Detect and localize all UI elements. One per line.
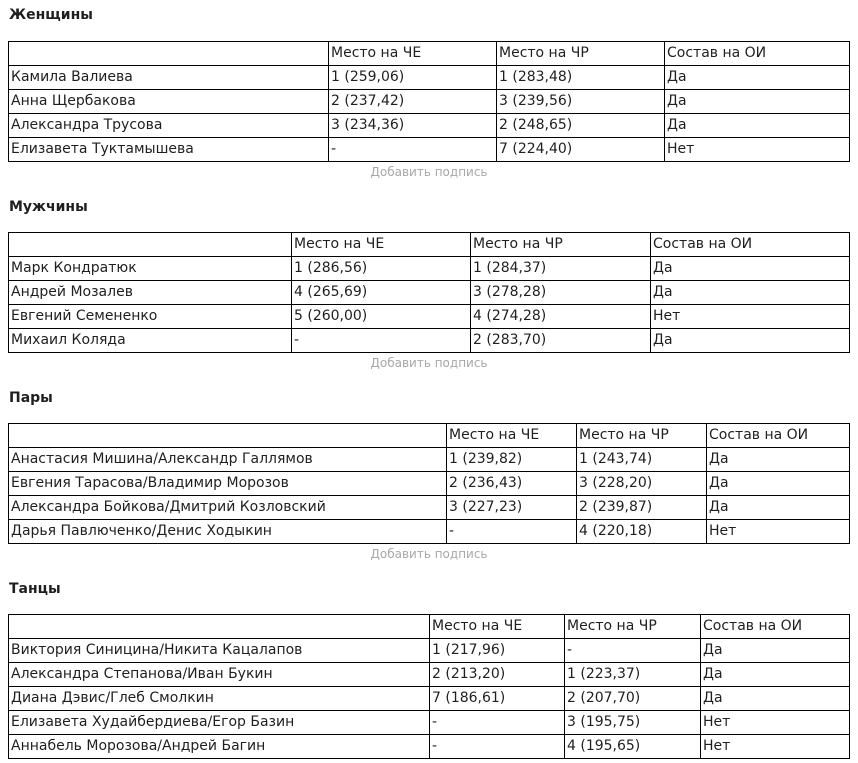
header-ce-cell[interactable]: Место на ЧЕ	[447, 424, 577, 448]
table-row	[9, 687, 850, 711]
header-oi-cell[interactable]: Состав на ОИ	[701, 615, 850, 639]
cr-cell[interactable]: 3 (278,28)	[471, 281, 651, 305]
ce-cell[interactable]: -	[329, 138, 497, 162]
ce-cell[interactable]: 7 (186,61)	[430, 687, 565, 711]
table-row	[9, 257, 850, 281]
cr-cell[interactable]: 4 (195,65)	[565, 735, 701, 759]
cr-cell[interactable]: 2 (283,70)	[471, 329, 651, 353]
cr-cell[interactable]: 2 (248,65)	[497, 114, 665, 138]
oi-cell[interactable]: Нет	[707, 520, 850, 544]
table-men	[8, 232, 850, 353]
table-row	[9, 138, 850, 162]
table-row	[9, 114, 850, 138]
ce-cell[interactable]: 1 (217,96)	[430, 639, 565, 663]
header-name-cell[interactable]	[9, 424, 447, 448]
header-ce-cell[interactable]: Место на ЧЕ	[329, 42, 497, 66]
cr-cell[interactable]: 4 (274,28)	[471, 305, 651, 329]
oi-cell[interactable]: Нет	[665, 138, 850, 162]
table-row	[9, 496, 850, 520]
name-cell[interactable]: Евгений Семененко	[9, 305, 292, 329]
table-row	[9, 711, 850, 735]
ce-cell[interactable]: 3 (227,23)	[447, 496, 577, 520]
ce-cell[interactable]: 1 (286,56)	[292, 257, 471, 281]
cr-cell[interactable]: 1 (223,37)	[565, 663, 701, 687]
name-cell[interactable]: Андрей Мозалев	[9, 281, 292, 305]
table-pairs	[8, 423, 850, 544]
table-row	[9, 448, 850, 472]
oi-cell[interactable]: Да	[701, 663, 850, 687]
oi-cell[interactable]: Да	[651, 257, 850, 281]
oi-cell[interactable]: Нет	[701, 711, 850, 735]
header-cr-cell[interactable]: Место на ЧР	[471, 233, 651, 257]
header-oi-cell[interactable]: Состав на ОИ	[707, 424, 850, 448]
oi-cell[interactable]: Да	[665, 66, 850, 90]
table-row	[9, 329, 850, 353]
cr-cell[interactable]: 3 (239,56)	[497, 90, 665, 114]
oi-cell[interactable]: Да	[701, 639, 850, 663]
table-row	[9, 639, 850, 663]
table-header-row	[9, 615, 850, 639]
cr-cell[interactable]: 1 (243,74)	[577, 448, 707, 472]
add-caption-placeholder[interactable]: Добавить подпись	[370, 165, 488, 179]
name-cell[interactable]: Александра Степанова/Иван Букин	[9, 663, 430, 687]
header-name-cell[interactable]	[9, 233, 292, 257]
name-cell[interactable]: Аннабель Морозова/Андрей Багин	[9, 735, 430, 759]
oi-cell[interactable]: Нет	[651, 305, 850, 329]
add-caption-placeholder[interactable]: Добавить подпись	[370, 356, 488, 370]
ce-cell[interactable]: -	[292, 329, 471, 353]
ce-cell[interactable]: 2 (236,43)	[447, 472, 577, 496]
table-header-row	[9, 42, 850, 66]
section-heading-men: Мужчины	[9, 199, 88, 215]
table-row	[9, 520, 850, 544]
table-header-row	[9, 424, 850, 448]
header-name-cell[interactable]	[9, 615, 430, 639]
oi-cell[interactable]: Да	[651, 281, 850, 305]
table-row	[9, 735, 850, 759]
cr-cell[interactable]: 4 (220,18)	[577, 520, 707, 544]
oi-cell[interactable]: Да	[651, 329, 850, 353]
table-row	[9, 472, 850, 496]
table-dance	[8, 614, 850, 759]
ce-cell[interactable]: 2 (237,42)	[329, 90, 497, 114]
cr-cell[interactable]: 2 (207,70)	[565, 687, 701, 711]
header-ce-cell[interactable]: Место на ЧЕ	[292, 233, 471, 257]
name-cell[interactable]: Диана Дэвис/Глеб Смолкин	[9, 687, 430, 711]
ce-cell[interactable]: 1 (259,06)	[329, 66, 497, 90]
table-header-row	[9, 233, 850, 257]
name-cell[interactable]: Анастасия Мишина/Александр Галлямов	[9, 448, 447, 472]
name-cell[interactable]: Александра Трусова	[9, 114, 329, 138]
ce-cell[interactable]: 1 (239,82)	[447, 448, 577, 472]
oi-cell[interactable]: Нет	[701, 735, 850, 759]
oi-cell[interactable]: Да	[701, 687, 850, 711]
name-cell[interactable]: Анна Щербакова	[9, 90, 329, 114]
header-cr-cell[interactable]: Место на ЧР	[497, 42, 665, 66]
oi-cell[interactable]: Да	[707, 496, 850, 520]
oi-cell[interactable]: Да	[665, 90, 850, 114]
oi-cell[interactable]: Да	[707, 448, 850, 472]
cr-cell[interactable]: 1 (283,48)	[497, 66, 665, 90]
oi-cell[interactable]: Да	[707, 472, 850, 496]
ce-cell[interactable]: 5 (260,00)	[292, 305, 471, 329]
table-row	[9, 281, 850, 305]
cr-cell[interactable]: 1 (284,37)	[471, 257, 651, 281]
header-name-cell[interactable]	[9, 42, 329, 66]
table-row	[9, 66, 850, 90]
table-row	[9, 305, 850, 329]
table-row	[9, 90, 850, 114]
ce-cell[interactable]: -	[430, 735, 565, 759]
cr-cell[interactable]: 3 (228,20)	[577, 472, 707, 496]
table-row	[9, 663, 850, 687]
ce-cell[interactable]: 4 (265,69)	[292, 281, 471, 305]
oi-cell[interactable]: Да	[665, 114, 850, 138]
name-cell[interactable]: Марк Кондратюк	[9, 257, 292, 281]
ce-cell[interactable]: 3 (234,36)	[329, 114, 497, 138]
header-cr-cell[interactable]: Место на ЧР	[565, 615, 701, 639]
section-heading-pairs: Пары	[9, 390, 53, 406]
cr-cell[interactable]: 2 (239,87)	[577, 496, 707, 520]
ce-cell[interactable]: 2 (213,20)	[430, 663, 565, 687]
name-cell[interactable]: Камила Валиева	[9, 66, 329, 90]
name-cell[interactable]: Евгения Тарасова/Владимир Морозов	[9, 472, 447, 496]
cr-cell[interactable]: 3 (195,75)	[565, 711, 701, 735]
name-cell[interactable]: Дарья Павлюченко/Денис Ходыкин	[9, 520, 447, 544]
header-cr-cell[interactable]: Место на ЧР	[577, 424, 707, 448]
header-oi-cell[interactable]: Состав на ОИ	[651, 233, 850, 257]
ce-cell[interactable]: -	[430, 711, 565, 735]
section-heading-dance: Танцы	[9, 581, 61, 597]
name-cell[interactable]: Елизавета Туктамышева	[9, 138, 329, 162]
cr-cell[interactable]: 7 (224,40)	[497, 138, 665, 162]
header-oi-cell[interactable]: Состав на ОИ	[665, 42, 850, 66]
add-caption-placeholder[interactable]: Добавить подпись	[370, 547, 488, 561]
name-cell[interactable]: Виктория Синицина/Никита Кацалапов	[9, 639, 430, 663]
name-cell[interactable]: Михаил Коляда	[9, 329, 292, 353]
ce-cell[interactable]: -	[447, 520, 577, 544]
section-heading-women: Женщины	[9, 7, 93, 23]
header-ce-cell[interactable]: Место на ЧЕ	[430, 615, 565, 639]
name-cell[interactable]: Елизавета Худайбердиева/Егор Базин	[9, 711, 430, 735]
name-cell[interactable]: Александра Бойкова/Дмитрий Козловский	[9, 496, 447, 520]
cr-cell[interactable]: -	[565, 639, 701, 663]
table-women	[8, 41, 850, 162]
